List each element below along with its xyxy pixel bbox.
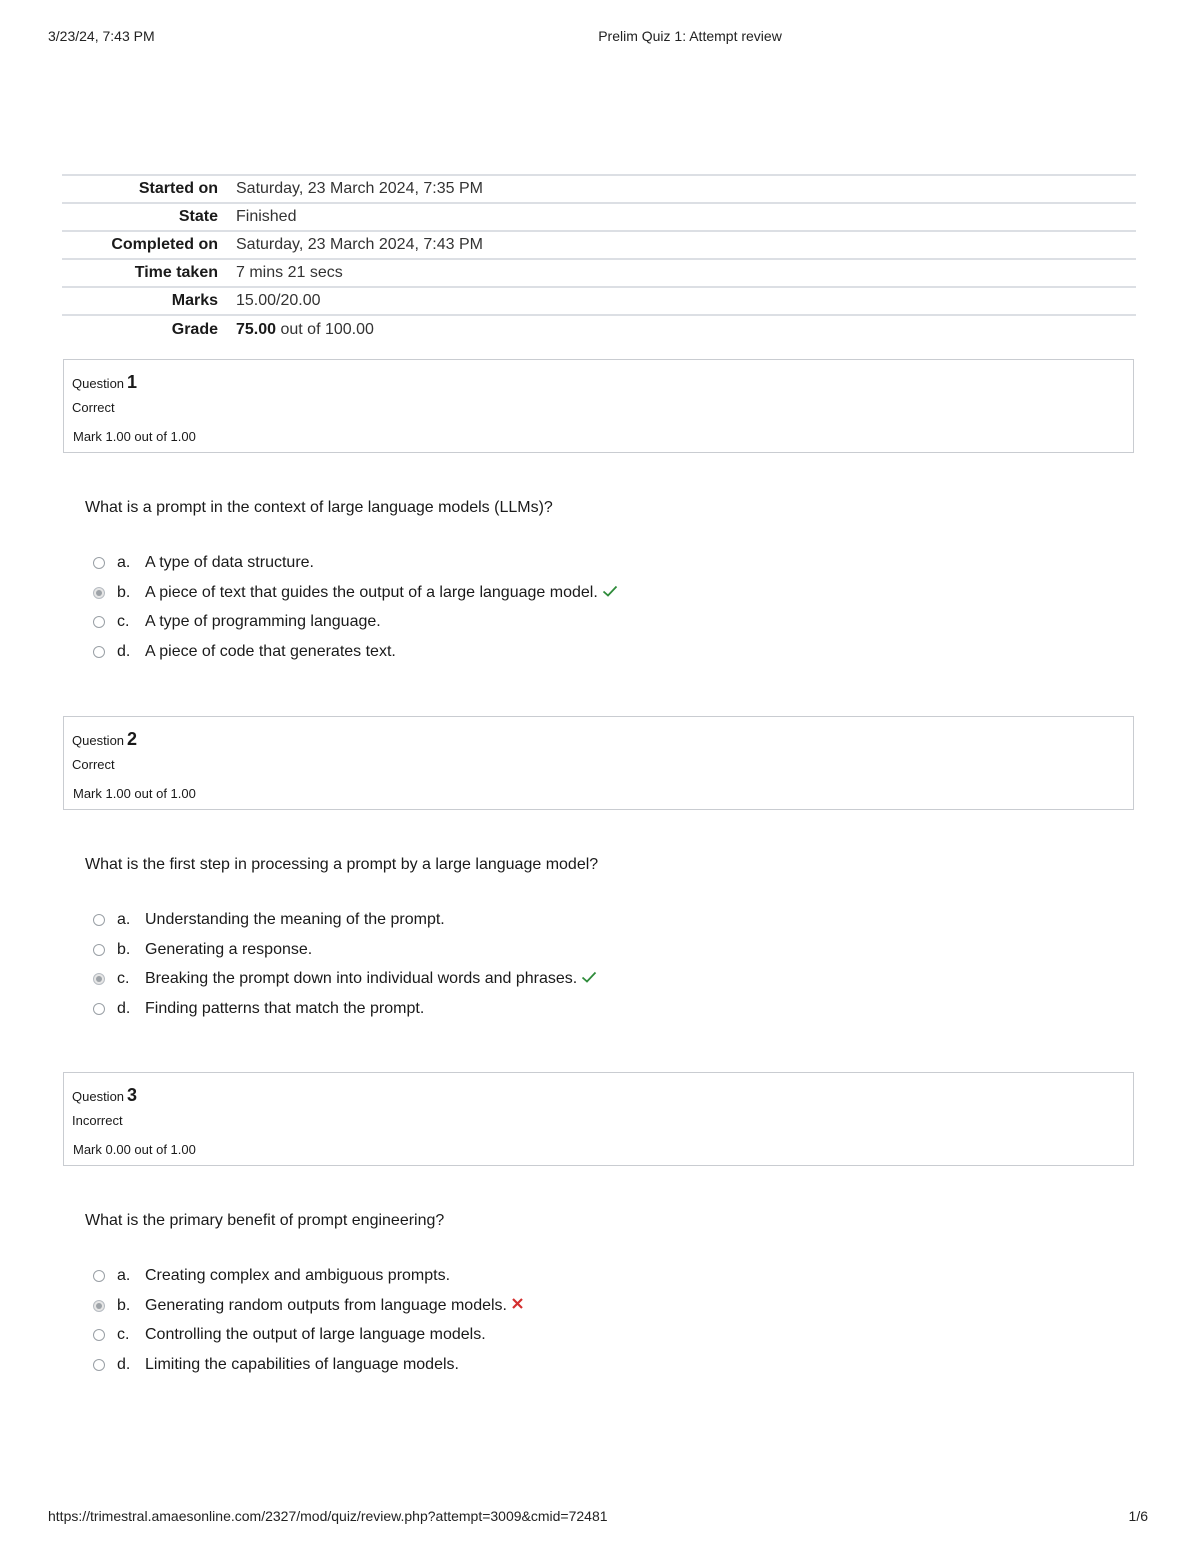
answer-option[interactable] [93,548,993,578]
question-number-value: 1 [127,372,138,392]
answer-option[interactable] [93,964,993,994]
check-icon [602,584,618,602]
question-info [63,716,1134,810]
question-label: Question [72,376,125,391]
summary-label: Completed on [62,231,236,259]
answer-option[interactable] [93,578,993,608]
check-icon [581,970,597,988]
summary-value: 7 mins 21 secs [236,259,1136,287]
answer-option[interactable] [93,935,993,965]
answer-list [93,548,993,667]
print-title: Prelim Quiz 1: Attempt review [598,28,782,44]
answer-letter: b. [117,583,131,601]
answer-option[interactable] [93,1291,993,1321]
summary-label: Marks [62,287,236,315]
answer-radio[interactable] [93,1300,105,1312]
answer-radio[interactable] [93,1359,105,1371]
answer-option[interactable] [93,905,993,935]
answer-letter: c. [117,613,130,631]
answer-text: Generating a response. [145,940,313,958]
question-number-value: 3 [127,1085,138,1105]
question-label: Question [72,733,125,748]
question-number-value: 2 [127,729,138,749]
answer-text: Breaking the prompt down into individual words and phrases. [145,970,578,988]
summary-row [62,175,1136,203]
question-state: Correct [72,757,115,772]
answer-text: Generating random outputs from language models. [145,1296,507,1314]
answer-letter: a. [117,910,131,928]
answer-text: Understanding the meaning of the prompt. [145,910,445,928]
page-url: https://trimestral.amaesonline.com/2327/mod/quiz/review.php?attempt=3009&cmid=72481 [48,1508,608,1524]
answer-radio[interactable] [93,587,105,599]
question-text: What is the primary benefit of prompt engineering? [85,1212,445,1229]
summary-label: State [62,203,236,231]
question-label: Question [72,1089,125,1104]
answer-radio[interactable] [93,1329,105,1341]
summary-value: Finished [236,203,1136,231]
answer-letter: c. [117,970,130,988]
answer-option[interactable] [93,1261,993,1291]
summary-label: Started on [62,175,236,203]
answer-letter: a. [117,553,131,571]
answer-letter: b. [117,1296,131,1314]
question-mark: Mark 1.00 out of 1.00 [73,786,196,801]
answer-option[interactable] [93,637,993,667]
answer-letter: d. [117,1355,131,1373]
question-state: Incorrect [72,1113,123,1128]
summary-label: Time taken [62,259,236,287]
question-info [63,1072,1134,1166]
answer-option[interactable] [93,607,993,637]
answer-letter: b. [117,940,131,958]
cross-icon [511,1297,524,1315]
question-state: Correct [72,400,115,415]
answer-option[interactable] [93,1350,993,1380]
attempt-summary-table [62,174,1136,343]
summary-row [62,259,1136,287]
answer-letter: d. [117,999,131,1017]
summary-value: Saturday, 23 March 2024, 7:43 PM [236,231,1136,259]
answer-option[interactable] [93,1320,993,1350]
question-info [63,359,1134,453]
grade-value: 75.00 [236,320,277,338]
summary-label: Grade [62,315,236,343]
question-text: What is a prompt in the context of large language models (LLMs)? [85,499,553,516]
page-number: 1/6 [1128,1508,1148,1524]
answer-option[interactable] [93,994,993,1024]
print-header [0,28,1200,48]
grade-out-of: out of 100.00 [276,320,374,338]
answer-text: A piece of code that generates text. [145,642,396,660]
summary-value: 15.00/20.00 [236,287,1136,315]
answer-radio[interactable] [93,557,105,569]
print-date: 3/23/24, 7:43 PM [48,28,155,44]
answer-letter: a. [117,1266,131,1284]
answer-list [93,905,993,1024]
answer-radio[interactable] [93,616,105,628]
summary-row [62,231,1136,259]
question-mark: Mark 1.00 out of 1.00 [73,429,196,444]
answer-radio[interactable] [93,646,105,658]
summary-value: Saturday, 23 March 2024, 7:35 PM [236,175,1136,203]
question-number [72,729,137,750]
answer-radio[interactable] [93,944,105,956]
question-number [72,1085,137,1106]
answer-letter: c. [117,1326,130,1344]
answer-text: Finding patterns that match the prompt. [145,999,425,1017]
answer-text: A type of data structure. [145,553,314,571]
summary-value [236,315,1136,343]
question-mark: Mark 0.00 out of 1.00 [73,1142,196,1157]
answer-radio[interactable] [93,973,105,985]
answer-text: Creating complex and ambiguous prompts. [145,1266,451,1284]
answer-letter: d. [117,642,131,660]
summary-row [62,287,1136,315]
question-text: What is the first step in processing a prompt by a large language model? [85,856,599,873]
answer-radio[interactable] [93,1270,105,1282]
answer-list [93,1261,993,1380]
summary-row [62,203,1136,231]
answer-text: A type of programming language. [145,613,381,631]
answer-text: A piece of text that guides the output of a large language model. [145,583,598,601]
question-number [72,372,137,393]
answer-text: Controlling the output of large language models. [145,1326,486,1344]
summary-row [62,315,1136,343]
answer-radio[interactable] [93,1003,105,1015]
answer-radio[interactable] [93,914,105,926]
answer-text: Limiting the capabilities of language models. [145,1355,459,1373]
